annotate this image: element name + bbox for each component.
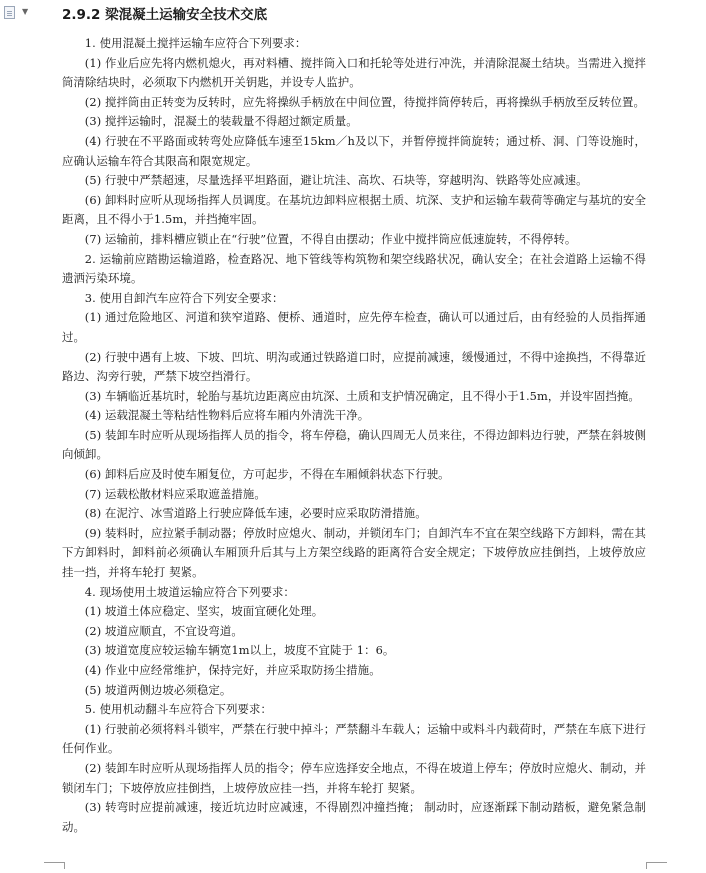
paragraph: (1) 坡道土体应稳定、坚实，坡面宜硬化处理。	[84, 604, 324, 619]
page-corner-marker-left	[44, 862, 65, 869]
paragraph: (1) 行驶前必须将料斗锁牢，严禁在行驶中掉斗；严禁翻斗车载人；运输中或料斗内载荷时，严禁在车底下进行任何作业。	[62, 721, 646, 756]
paragraph: (2) 行驶中遇有上坡、下坡、凹坑、明沟或通过铁路道口时，应提前减速，缓慢通过，不得中途换挡，不得靠近路边、沟旁行驶，严禁下坡空挡滑行。	[62, 349, 646, 384]
document-icon[interactable]	[4, 6, 15, 19]
paragraph: (2) 坡道应顺直，不宜设弯道。	[84, 623, 243, 638]
paragraph: (2) 搅拌筒由正转变为反转时，应先将操纵手柄放在中间位置，待搅拌筒停转后，再将操纵手柄放至反转位置。	[84, 94, 646, 109]
paragraph: (4) 作业中应经常维护，保持完好，并应采取防扬尘措施。	[84, 663, 381, 677]
paragraph: 5. 使用机动翻斗车应符合下列要求：	[84, 702, 272, 717]
page-corner-marker-right	[646, 862, 667, 869]
paragraph: (3) 转弯时应提前减速，接近坑边时应减速，不得剧烈冲撞挡掩； 制动时，应逐渐踩下制动踏板，避免紧急制动。	[62, 800, 646, 834]
paragraph: (3) 搅拌运输时，混凝土的装载量不得超过额定质量。	[84, 114, 358, 129]
paragraph: 1. 使用混凝土搅拌运输车应符合下列要求：	[84, 36, 307, 50]
document-body	[62, 4, 646, 837]
caret-down-icon[interactable]: ▼	[22, 7, 29, 16]
paragraph: (8) 在泥泞、冰雪道路上行驶应降低车速，必要时应采取防滑措施。	[84, 506, 427, 521]
paragraph: (1) 作业后应先将内燃机熄火，再对料槽、搅拌筒入口和托轮等处进行冲洗，并清除混凝土结块。当需进入搅拌筒清除结块时，必须取下内燃机开关钥匙，并设专人监护。	[62, 55, 646, 90]
paragraph: (4) 运载混凝土等粘结性物料后应将车厢内外清洗干净。	[84, 408, 370, 423]
paragraph: 3. 使用自卸汽车应符合下列安全要求：	[84, 290, 284, 305]
paragraph: (6) 卸料后应及时使车厢复位，方可起步，不得在车厢倾斜状态下行驶。	[84, 467, 450, 482]
paragraph: (9) 装料时，应拉紧手制动器；停放时应熄火、制动，并锁闭车门；自卸汽车不宜在架空线路下方卸料，需在其下方卸料时，卸料前必须确认车厢顶升后其与上方架空线路的距离符合安全规定；下坡停放应挂倒挡，上坡停放应挂一挡，并将车轮打 契紧。	[62, 525, 646, 580]
paragraph: 2. 运输前应踏勘运输道路，检查路况、地下管线等构筑物和架空线路状况，确认安全；在社会道路上运输不得遗洒污染环境。	[62, 251, 646, 286]
paragraph: (2) 装卸车时应听从现场指挥人员的指令；停车应选择安全地点，不得在坡道上停车；停放时应熄火、制动，并锁闭车门；下坡停放应挂倒挡，上坡停放应挂一挡，并将车轮打 契紧。	[62, 760, 646, 795]
paragraph: 4. 现场使用土坡道运输应符合下列要求：	[84, 584, 295, 599]
paragraph: (7) 运载松散材料应采取遮盖措施。	[84, 486, 266, 501]
paragraph: (5) 坡道两侧边坡必须稳定。	[84, 682, 232, 697]
paragraph: (1) 通过危险地区、河道和狭窄道路、便桥、通道时，应先停车检查，确认可以通过后，由有经验的人员指挥通过。	[62, 310, 646, 344]
paragraph: (6) 卸料时应听从现场指挥人员调度。在基坑边卸料应根据土质、坑深、支护和运输车载荷等确定与基坑的安全距离，且不得小于1.5m，并挡掩牢固。	[62, 192, 646, 227]
paragraph-list	[62, 34, 646, 837]
paragraph: (5) 装卸车时应听从现场指挥人员的指令，将车停稳，确认四周无人员来往，不得边卸料边行驶，严禁在斜坡侧向倾卸。	[62, 427, 646, 462]
paragraph: (3) 车辆临近基坑时，轮胎与基坑边距离应由坑深、土质和支护情况确定，且不得小于1.5m，并设牢固挡掩。	[84, 388, 640, 403]
paragraph: (3) 坡道宽度应较运输车辆宽1m以上，坡度不宜陡于 1：6。	[84, 643, 395, 658]
section-heading: 2.9.2 梁混凝土运输安全技术交底	[62, 7, 268, 23]
paragraph: (5) 行驶中严禁超速，尽量选择平坦路面，避让坑洼、高坎、石块等，穿越明沟、铁路等处应减速。	[84, 173, 588, 188]
paragraph: (4) 行驶在不平路面或转弯处应降低车速至15km／h及以下，并暂停搅拌筒旋转；通过桥、洞、门等设施时，应确认运输车符合其限高和限宽规定。	[62, 133, 646, 168]
navigation-gutter	[0, 0, 40, 873]
paragraph: (7) 运输前，排料槽应锁止在“行驶”位置，不得自由摆动；作业中搅拌筒应低速旋转，不得停转。	[84, 231, 577, 246]
